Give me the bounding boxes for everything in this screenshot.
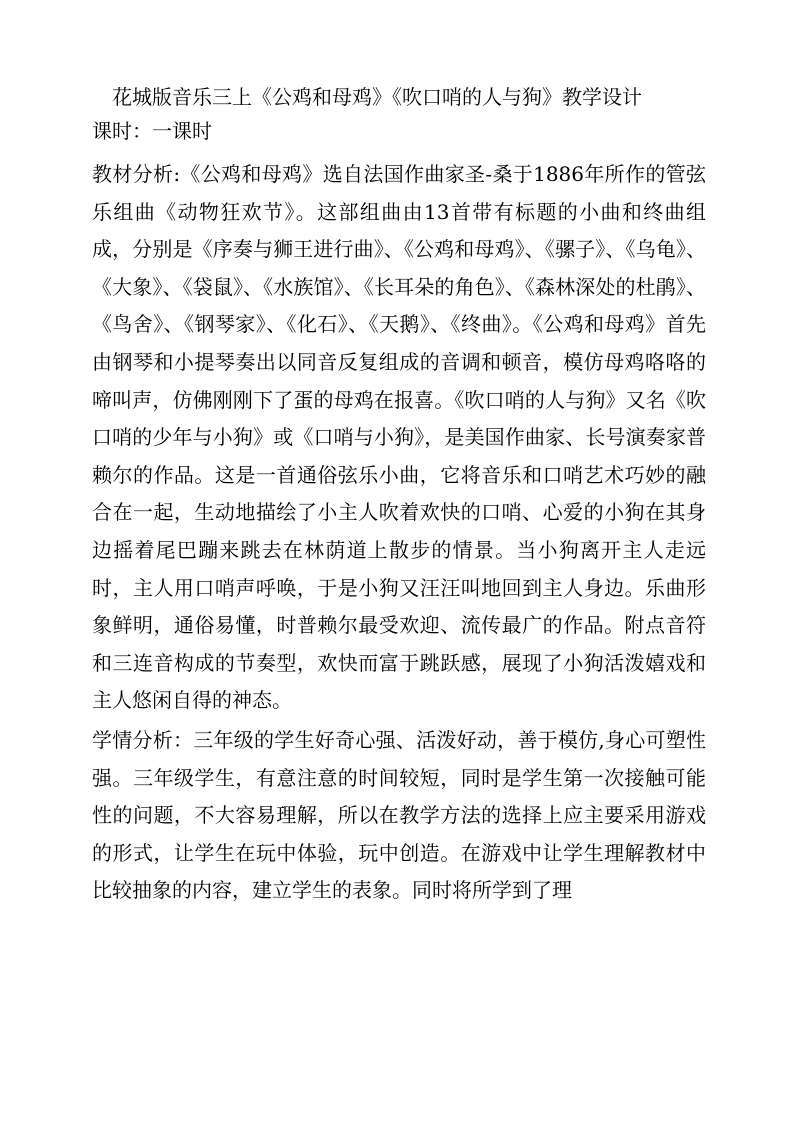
lesson-time: 课时：一课时 bbox=[92, 119, 212, 143]
document-page bbox=[92, 84, 706, 910]
paragraph-label: 学情分析： bbox=[92, 727, 194, 752]
paragraph-body: 《公鸡和母鸡》选自法国作曲家圣-桑于1886年所作的管弦乐组曲《动物狂欢节》。这部组曲由13首带有标题的小曲和终曲组成，分别是《序奏与狮王进行曲》、《公鸡和母鸡》、《骡子》、《乌龟》、《大象》、《袋鼠》、《水族馆》、《长耳朵的角色》、《森林深处的杜鹃》、《鸟舍》、《钢琴家》、《化石》、《天鹅》、《终曲》。《公鸡和母鸡》首先由钢琴和小提琴奏出以同音反复组成的音调和顿音，模仿母鸡咯咯的啼叫声，仿佛刚刚下了蛋的母鸡在报喜。《吹口哨的人与狗》又名《吹口哨的少年与小狗》或《口哨与小狗》，是美国作曲家、长号演奏家普赖尔的作品。这是一首通俗弦乐小曲，它将音乐和口哨艺术巧妙的融合在一起，生动地描绘了小主人吹着欢快的口哨、心爱的小狗在其身边摇着尾巴蹦来跳去在林荫道上散步的情景。当小狗离开主人走远时，主人用口哨声呼唤，于是小狗又汪汪叫地回到主人身边。乐曲形象鲜明，通俗易懂，时普赖尔最受欢迎、流传最广的作品。附点音符和三连音构成的节奏型，欢快而富于跳跃感，展现了小狗活泼嬉戏和主人悠闲自得的神态。 bbox=[92, 162, 706, 713]
student-analysis-paragraph bbox=[92, 722, 706, 910]
paragraph-body: 三年级的学生好奇心强、活泼好动，善于模仿,身心可塑性强。三年级学生，有意注意的时间较短，同时是学生第一次接触可能性的问题，不大容易理解，所以在教学方法的选择上应主要采用游戏的形式，让学生在玩中体验，玩中创造。在游戏中让学生理解教材中比较抽象的内容，建立学生的表象。同时将所学到了理 bbox=[92, 727, 707, 903]
document-title: 花城版音乐三上《公鸡和母鸡》《吹口哨的人与狗》教学设计 bbox=[112, 85, 642, 109]
textbook-analysis-paragraph bbox=[92, 156, 706, 720]
paragraph-label: 教材分析: bbox=[92, 162, 181, 186]
